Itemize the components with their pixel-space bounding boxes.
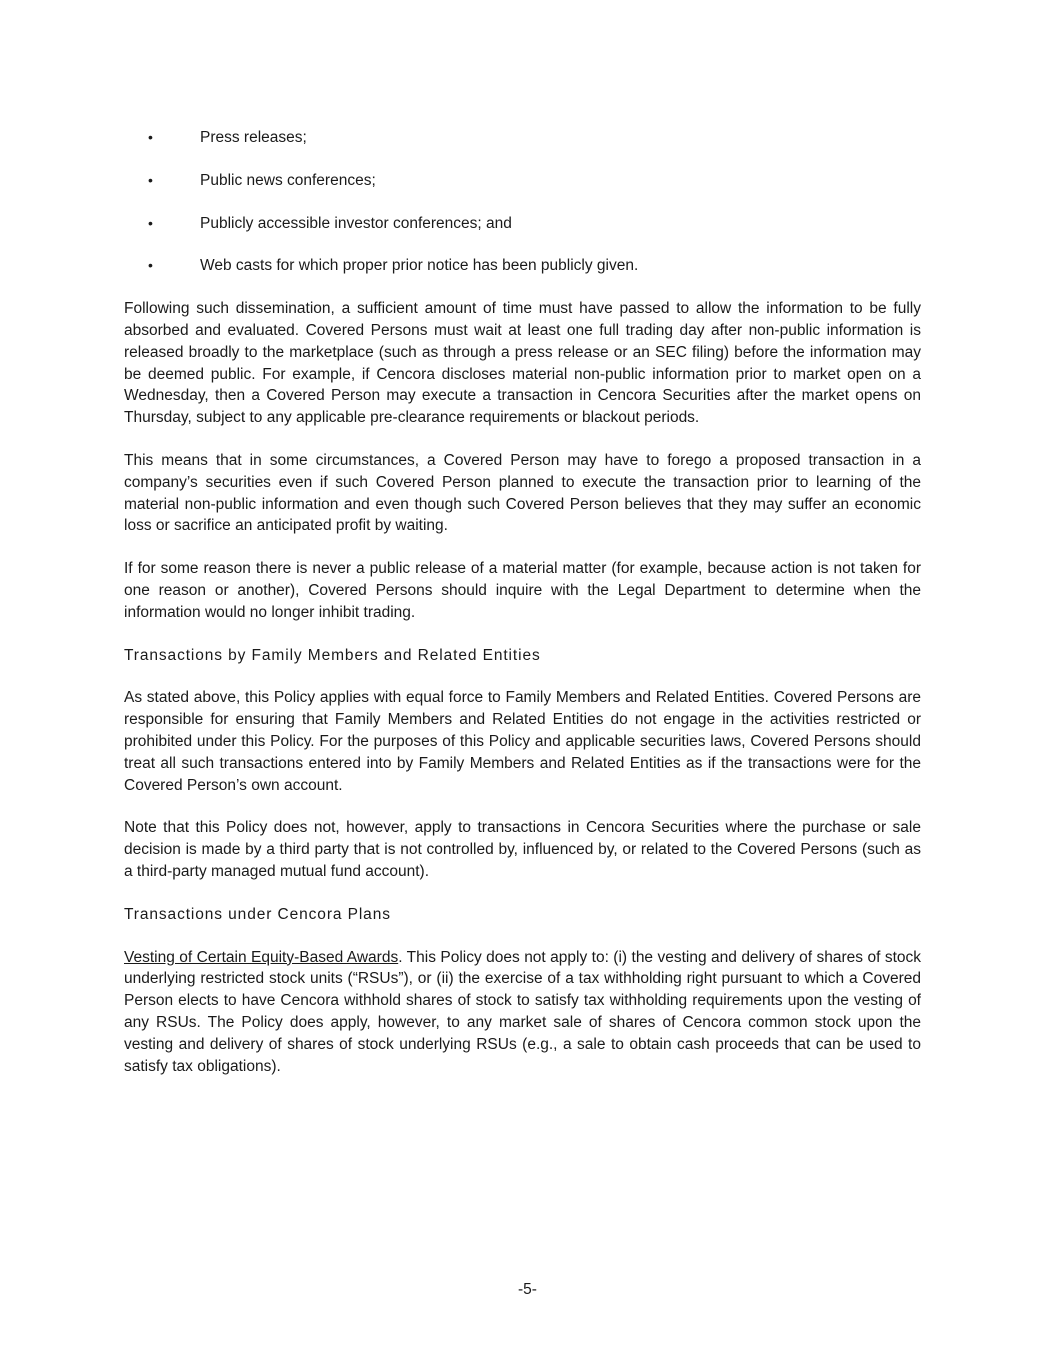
paragraph-vesting-awards bbox=[124, 947, 921, 1078]
paragraph-no-public-release: If for some reason there is never a public release of a material matter (for example, because action is not taken for one reason or another), Covered Persons should inquire with the Legal Department to determine when the information would no longer inhibit trading. bbox=[124, 560, 921, 621]
paragraph-dissemination: Following such dissemination, a sufficient amount of time must have passed to allow the information to be fully absorbed and evaluated. Covered Persons must wait at least one full trading day after non-public information is released broadly to the marketplace (such as through a press release or an SEC filing) before the information may be deemed public. For example, if Cencora discloses material non-public information prior to market open on a Wednesday, then a Covered Person may execute a transaction in Cencora Securities after the market opens on Thursday, subject to any applicable pre-clearance requirements or blackout periods. bbox=[124, 300, 921, 427]
paragraph-forego-transaction: This means that in some circumstances, a Covered Person may have to forego a proposed transaction in a company’s securities even if such Covered Person planned to execute the transaction prior to learning of the material non-public information and even though such Covered Person believes that they may suffer an economic loss or sacrifice an anticipated profit by waiting. bbox=[124, 451, 921, 535]
bullet-icon: • bbox=[148, 214, 153, 231]
heading-cencora-plans: Transactions under Cencora Plans bbox=[124, 905, 391, 923]
bullet-text: Public news conferences; bbox=[200, 171, 376, 189]
bullet-text: Press releases; bbox=[200, 129, 307, 146]
vesting-rest-text: . This Policy does not apply to: (i) the vesting and delivery of shares of stock underlying restricted stock units (“RSUs”), or (ii) the exercise of a tax withholding right pursuant to which a Covered Person elects to have Cencora withhold shares of stock to satisfy tax withholding requirements upon the vesting of any RSUs. The Policy does apply, however, to any market sale of shares of Cencora common stock upon the vesting and delivery of shares of stock underlying RSUs (e.g., a sale to obtain cash proceeds that can be used to satisfy tax obligations). bbox=[124, 948, 921, 1075]
bullet-icon: • bbox=[148, 257, 153, 274]
vesting-lead-underlined: Vesting of Certain Equity-Based Awards bbox=[124, 948, 399, 966]
list-item bbox=[124, 255, 921, 277]
bullet-text: Publicly accessible investor conferences; and bbox=[200, 214, 512, 232]
paragraph-third-party: Note that this Policy does not, however, apply to transactions in Cencora Securities where the purchase or sale decision is made by a third party that is not controlled by, influenced by, or related to the Covered Persons (such as a third-party managed mutual fund account). bbox=[124, 819, 921, 880]
bullet-list bbox=[124, 127, 921, 277]
document-body bbox=[124, 127, 921, 1098]
list-item bbox=[124, 213, 921, 235]
bullet-icon: • bbox=[148, 129, 153, 145]
bullet-icon: • bbox=[148, 171, 153, 188]
bullet-text: Web casts for which proper prior notice has been publicly given. bbox=[200, 257, 639, 275]
heading-family-members-related-entities: Transactions by Family Members and Related Entities bbox=[124, 646, 541, 664]
page-number: -5- bbox=[518, 1281, 537, 1298]
list-item bbox=[124, 170, 921, 192]
paragraph-family-members: As stated above, this Policy applies with equal force to Family Members and Related Entities. Covered Persons are responsible for ensuring that Family Members and Related Entities do not engage in the activities restricted or prohibited under this Policy. For the purposes of this Policy and applicable securities laws, Covered Persons should treat all such transactions entered into by Family Members and Related Entities as if the transactions were for the Covered Person’s own account. bbox=[124, 689, 921, 794]
list-item bbox=[124, 127, 921, 149]
